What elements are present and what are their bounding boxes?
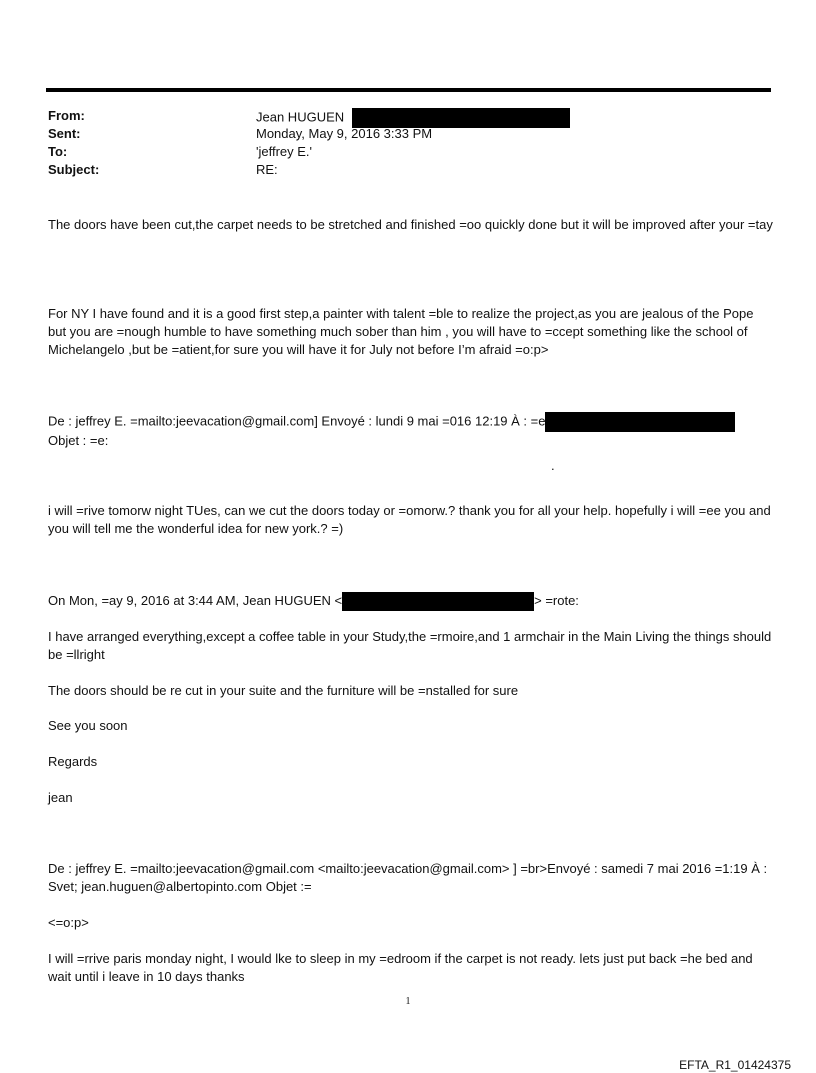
quoted-header-line: > =rote: [534,593,579,608]
page-number: 1 [405,996,411,1007]
body-paragraph: The doors have been cut,the carpet needs to be stretched and finished =oo quickly done but it will be improved after your =tay [48,217,773,232]
from-label: From: [48,108,85,123]
subject-value: RE: [256,162,278,177]
stray-mark: . [551,458,555,473]
body-paragraph: See you soon [48,718,128,733]
body-paragraph: Regards [48,754,98,769]
body-paragraph: I have arranged everything,except a coffee table in your Study,the =rmoire,and 1 armchair in the Main Living the things should be =llright [48,629,772,662]
from-value [256,108,570,128]
sent-label: Sent: [48,126,81,141]
body-paragraph: I will =rrive paris monday night, I would lke to sleep in my =edroom if the carpet is not ready. lets just put back =he bed and wait until i leave in 10 days thanks [48,951,753,984]
subject-label: Subject: [48,162,100,177]
to-value: 'jeffrey E.' [256,144,313,159]
from-name: Jean HUGUEN [256,109,345,125]
body-paragraph: i will =rive tomorw night TUes, can we cut the doors today or =omorw.? thank you for all your help. hopefully i will =ee you and you will tell me the wonderful idea for new york.? =) [48,503,771,536]
body-paragraph: For NY I have found and it is a good first step,a painter with talent =ble to realize the project,as you are jealous of the Pope but you are =nough humble to have something much sober than him , you will have to =ccept something like the school of Michelangelo ,but be =atient,for sure you will have it for July not before I’m afraid =o:p> [48,306,754,357]
quoted-header-line: De : jeffrey E. =mailto:jeevacation@gmail.com] Envoyé : lundi 9 mai =016 12:19 À : =e [48,413,546,429]
quoted-subject: Objet : =e: [48,433,109,448]
quoted-header-line: On Mon, =ay 9, 2016 at 3:44 AM, Jean HUGUEN < [48,593,343,608]
to-label: To: [48,144,68,159]
sent-value: Monday, May 9, 2016 3:33 PM [256,126,433,141]
header-divider [46,88,771,92]
quoted-header: De : jeffrey E. =mailto:jeevacation@gmail.com <mailto:jeevacation@gmail.com> ] =br>Envoyé : samedi 7 mai 2016 =1:19 À : Svet; jean.huguen@albertopinto.com Objet := [48,861,768,894]
redaction-bar [352,108,570,128]
body-paragraph: <=o:p> [48,915,89,930]
body-paragraph: The doors should be re cut in your suite and the furniture will be =nstalled for sure [48,683,519,698]
redaction-bar [342,592,534,611]
redaction-bar [545,412,735,432]
quoted-header [48,412,773,450]
document-id: EFTA_R1_01424375 [679,1058,791,1072]
quoted-header [48,592,773,611]
signature: jean [48,790,73,805]
